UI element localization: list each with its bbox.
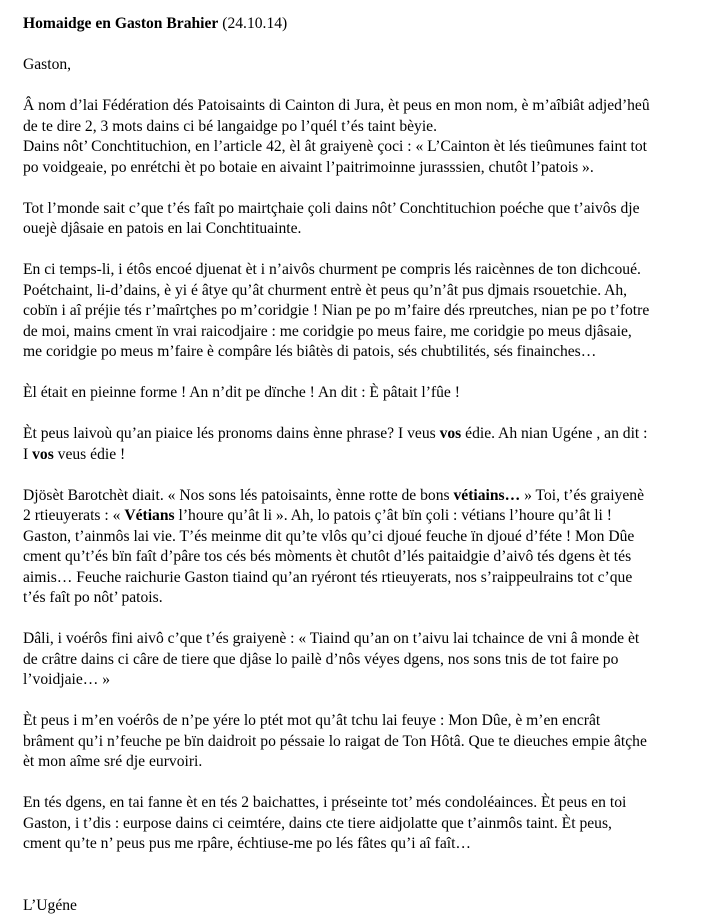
text-line: l’voidjaie… »	[23, 670, 687, 691]
letter-title	[23, 14, 687, 35]
paragraph	[23, 486, 687, 609]
text-line: t’és faît po nôt’ patois.	[23, 588, 687, 609]
text-line: Gaston, t’ainmôs lai vie. T’és meinme dit qu’te vlôs qu’ci djoué feuche ïn djoué d’féte ! Mon Dûe	[23, 527, 687, 548]
text-line: En ci temps-li, i étôs encoé djuenat èt i n’aivôs churment pe compris lés raicènnes de ton dichcoué.	[23, 260, 687, 281]
text-segment: veus édie !	[54, 446, 125, 463]
text-line: Èl était en pieinne forme ! An n’dit pe dïnche ! An dit : È pâtait l’fûe !	[23, 383, 687, 404]
salutation: Gaston,	[23, 55, 687, 76]
text-segment: 2 rtieuyerats : «	[23, 507, 124, 524]
text-segment: l’houre qu’ât li ». Ah, lo patois ç’ât bïn çoli : vétians l’houre qu’ât li !	[175, 507, 612, 524]
signature: L’Ugéne	[23, 896, 687, 916]
text-line	[23, 486, 687, 507]
text-segment: I	[23, 446, 32, 463]
text-line: aimis… Feuche raichurie Gaston tiaind qu’an ryéront tés rtieuyerats, nos s’raippeulrains tot c’que	[23, 568, 687, 589]
paragraph	[23, 424, 687, 465]
text-segment: Èt peus laivoù qu’an piaice lés pronoms dains ènne phrase? I veus	[23, 425, 440, 442]
text-line: ouejè djâsaie en patois en lai Conchtituainte.	[23, 219, 687, 240]
text-line	[23, 445, 687, 466]
text-line: po voidgeaie, po enrétchi èt po botaie en aivaint l’paitrimoinne jurasssien, chutôt l’patois ».	[23, 158, 687, 179]
paragraph	[23, 96, 687, 178]
text-line: Dâli, i voérôs fini aivô c’que t’és graiyenè : « Tiaind qu’an on t’aivu lai tchaince de vni â monde èt	[23, 629, 687, 650]
text-line: cment qu’t’és bïn faît d’pâre tos cés bés mòments èt chutôt d’lés paitaidgie d’aivô tés dgens èt tés	[23, 547, 687, 568]
paragraph	[23, 260, 687, 363]
text-line: de moi, mains cment ïn vrai raicodjaire : me coridgie po meus faire, me coridgie po meus djâsaie,	[23, 322, 687, 343]
text-line: Èt peus i m’en voérôs de n’pe yére lo ptét mot qu’ât tchu lai feuye : Mon Dûe, è m’en encrât	[23, 711, 687, 732]
bold-word: Vétians	[124, 507, 174, 524]
text-line	[23, 424, 687, 445]
title-text: Homaidge en Gaston Brahier	[23, 15, 218, 32]
bold-word: vos	[32, 446, 54, 463]
text-line: Tot l’monde sait c’que t’és faît po mairtçhaie çoli dains nôt’ Conchtituchion poéche que t’aivôs dje	[23, 199, 687, 220]
text-line: Gaston, i t’dis : eurpose dains ci ceimtére, dains cte tiere aidjolatte que t’ainmôs taint. Èt peus,	[23, 814, 687, 835]
title-date: (24.10.14)	[222, 15, 287, 32]
paragraph	[23, 199, 687, 240]
text-line: de crâtre dains ci câre de tiere que djâse lo pailè d’nôs véyes dgens, nos sons tnis de tot faire po	[23, 650, 687, 671]
text-line: cobïn i aî préjie tés r’maîrtçhes po m’coridgie ! Nian pe po m’faire dés rpreutches, nian pe po t’fotre	[23, 301, 687, 322]
text-line: me coridgie po meus m’faire è compâre lés biâtès di patois, sés chubtilités, sés finainches…	[23, 342, 687, 363]
text-line: èt mon aîme sré dje eurvoiri.	[23, 752, 687, 773]
text-line: Dains nôt’ Conchtituchion, en l’article 42, èl ât graiyenè çoci : « L’Cainton èt lés tieûmunes faint tot	[23, 137, 687, 158]
text-line: Poétchaint, li-d’dains, è yi é âtye qu’ât churment entrè èt peus qu’n’ât pus djmais rsouetchie. Ah,	[23, 281, 687, 302]
text-segment: Djösèt Barotchèt diait. « Nos sons lés patoisaints, ènne rotte de bons	[23, 487, 454, 504]
text-line: En tés dgens, en tai fanne èt en tés 2 baichattes, i préseinte tot’ més condoléainces. Èt peus en toi	[23, 793, 687, 814]
paragraph	[23, 711, 687, 773]
text-line: cment qu’te n’ peus pus me rpâre, échtiuse-me po lés fâtes qu’i aî faît…	[23, 834, 687, 855]
text-line	[23, 506, 687, 527]
paragraph	[23, 383, 687, 404]
paragraph	[23, 629, 687, 691]
letter-body	[23, 96, 687, 855]
text-segment: édie. Ah nian Ugéne , an dit :	[461, 425, 647, 442]
bold-word: vétiains…	[454, 487, 521, 504]
text-segment: » Toi, t’és graiyenè	[520, 487, 644, 504]
bold-word: vos	[440, 425, 462, 442]
text-line: brâment qu’i n’feuche pe bïn daidroit po péssaie lo raigat de Ton Hôtâ. Que te dieuches empie âtçhe	[23, 732, 687, 753]
text-line: Â nom d’lai Fédération dés Patoisaints di Cainton di Jura, èt peus en mon nom, è m’aîbiât adjed’heû	[23, 96, 687, 117]
paragraph	[23, 793, 687, 855]
text-line: de te dire 2, 3 mots dains ci bé langaidge po l’quél t’és taint bèyie.	[23, 117, 687, 138]
